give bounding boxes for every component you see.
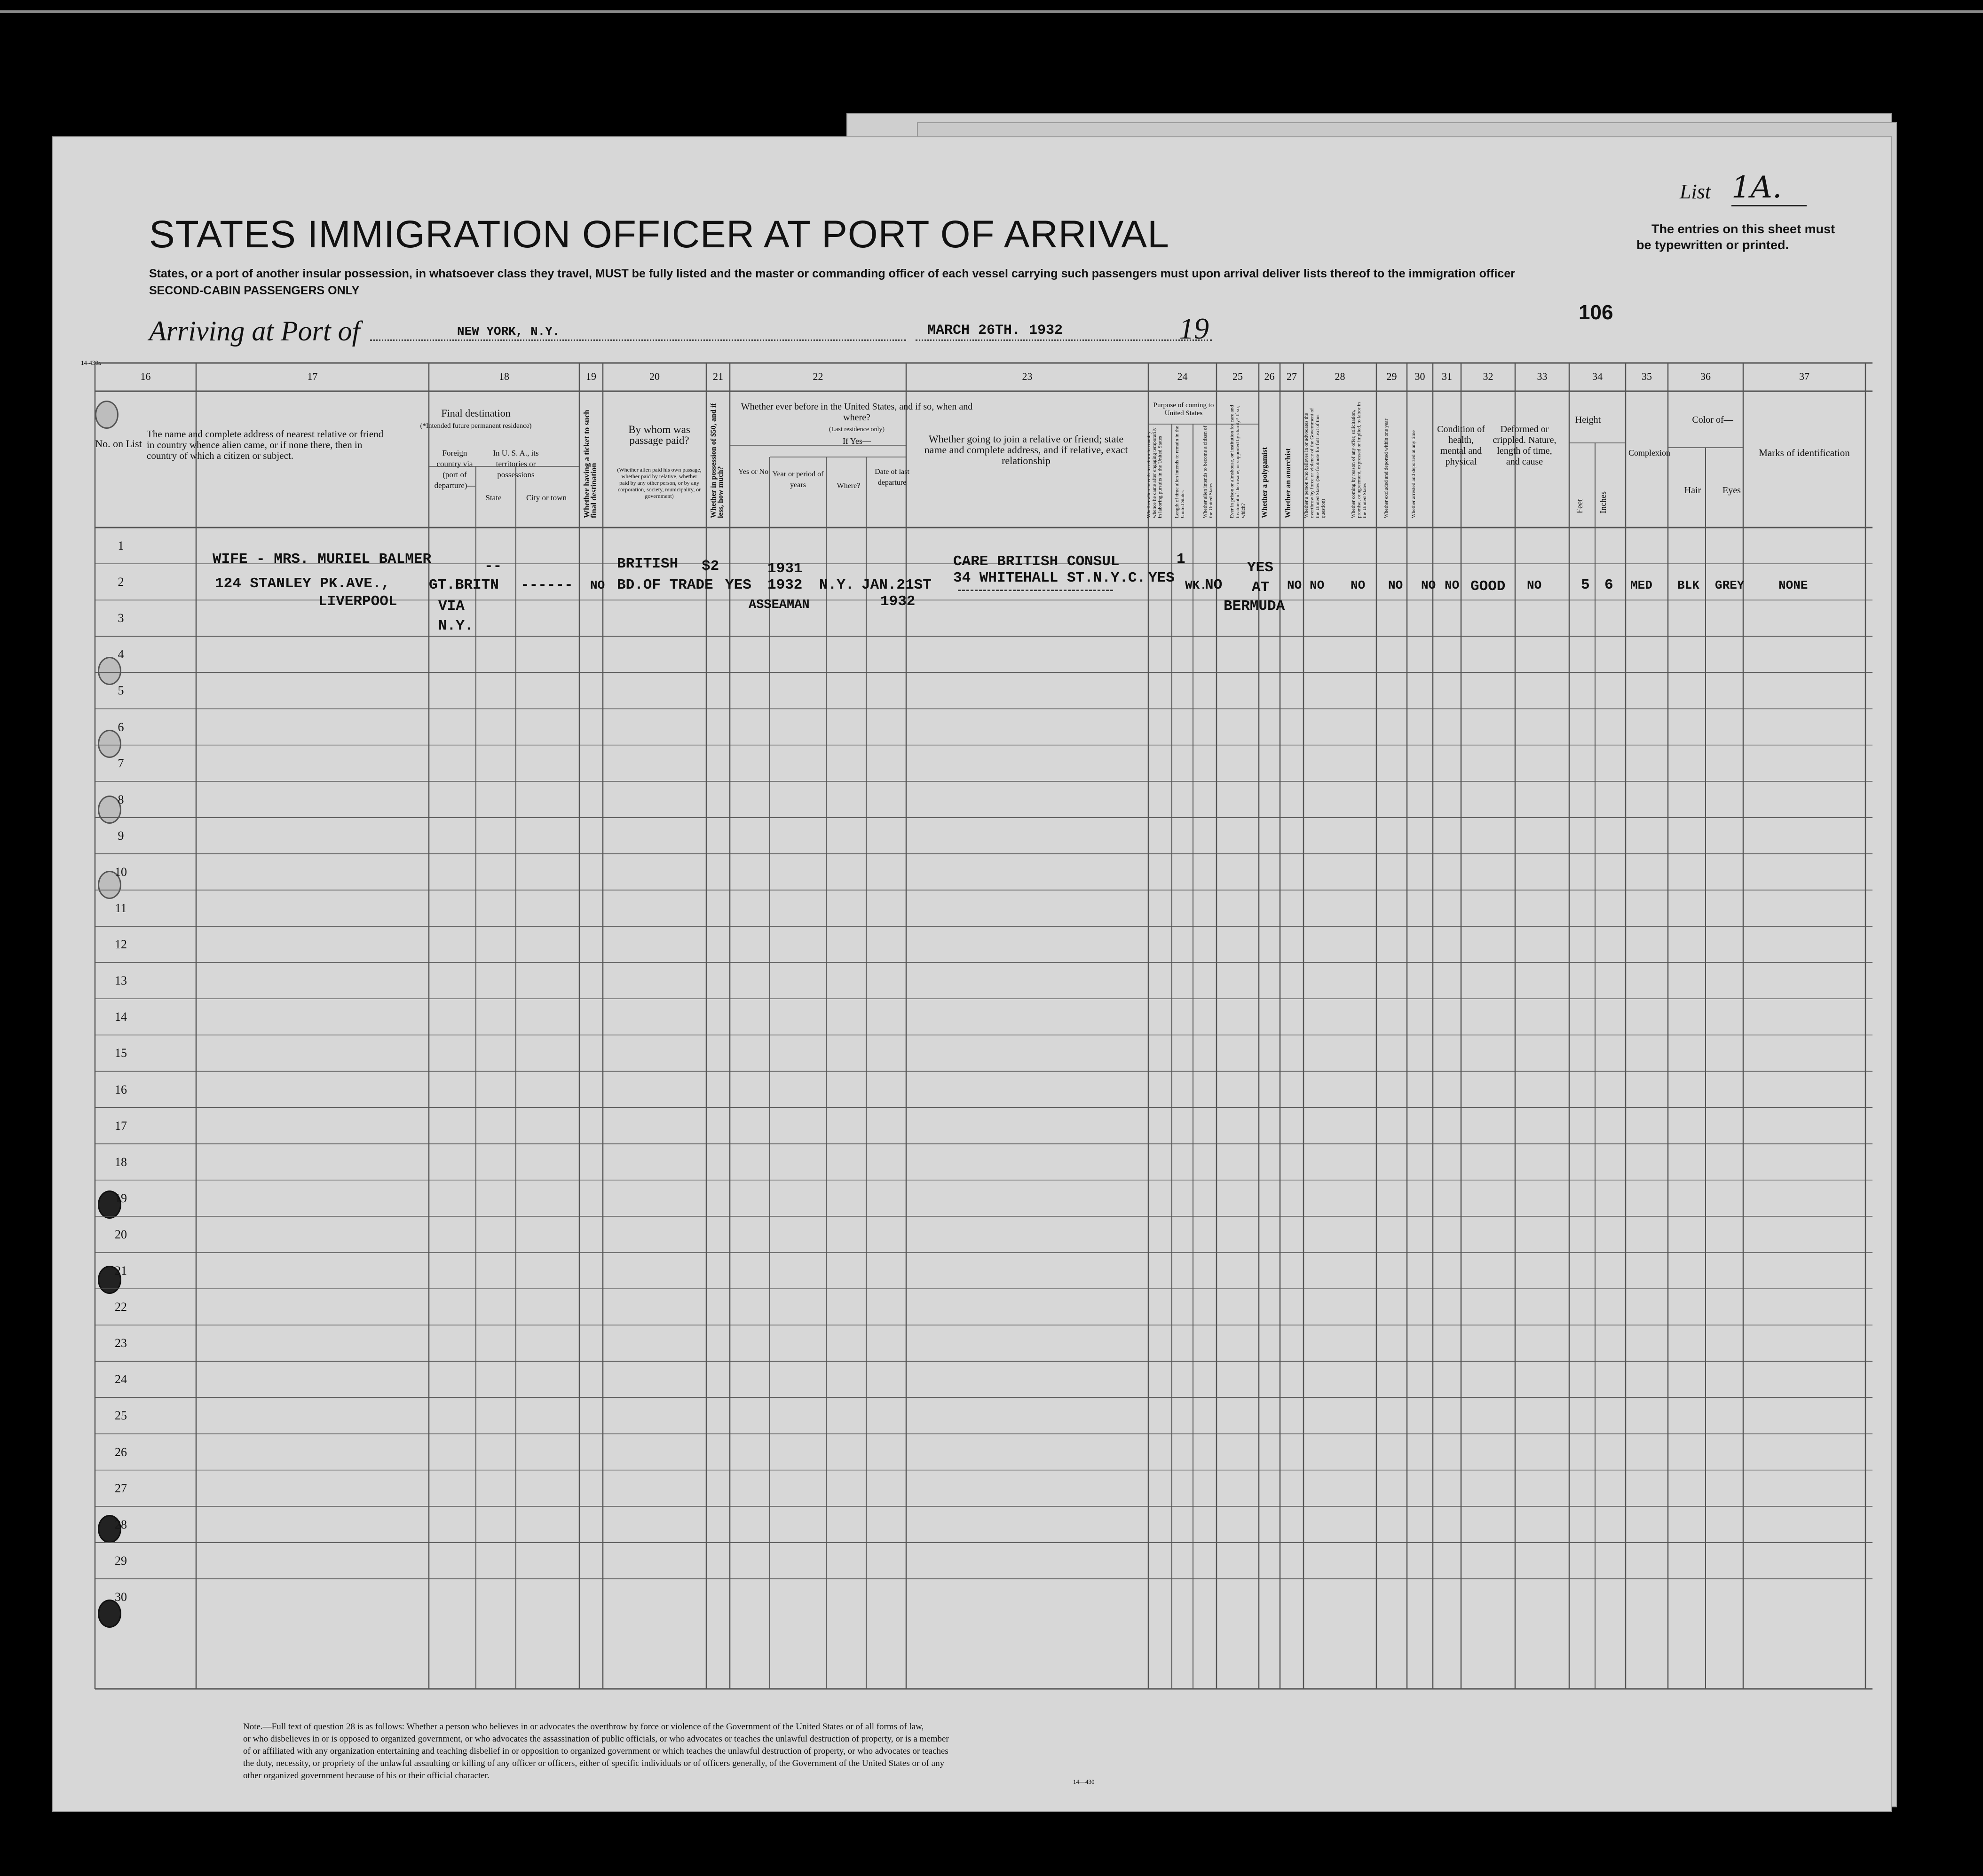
header-hair: Hair	[1684, 485, 1701, 496]
footnote-form-number: 14—430	[1073, 1778, 1095, 1785]
prison-line2: AT	[1252, 579, 1270, 596]
header-length-of-stay: Length of time alien intends to remain in the United States	[1174, 426, 1185, 518]
row-number: 25	[115, 1409, 127, 1423]
complexion-value: MED	[1630, 578, 1652, 592]
header-final-destination-sub: (*Intended future permanent residence)	[420, 422, 532, 430]
arrested-value: NO	[1445, 578, 1460, 592]
header-foreign-country: Foreign country via (port of departure)—	[434, 449, 475, 490]
prison-line1: YES	[1247, 560, 1273, 576]
header-health: Condition of health, mental and physical	[1437, 424, 1485, 467]
header-excluded: Whether excluded and deported within one year	[1383, 418, 1389, 518]
header-eyes: Eyes	[1722, 485, 1741, 496]
row-number: 1	[118, 539, 124, 552]
header-citizen: Whether alien intends to become a citizen of the United States	[1202, 426, 1214, 518]
row-number: 3	[118, 611, 124, 625]
instruction-line1: The entries on this sheet must	[1651, 222, 1835, 236]
header-final-destination: Final destination	[441, 407, 511, 419]
state-value: --	[484, 558, 502, 575]
footnote-line1: Note.—Full text of question 28 is as follows: Whether a person who believes in or advocates the overthrow by force or violence of the Government of the United States or of all forms of law,	[243, 1722, 924, 1732]
header-city: City or town	[526, 493, 567, 502]
header-arrested: Whether arrested and deported at any time	[1411, 430, 1416, 518]
years-line1: 1931	[767, 560, 803, 577]
row-number: 28	[115, 1517, 127, 1531]
column-number: 18	[499, 370, 509, 382]
last-departure-line1: JAN.21ST	[861, 577, 932, 593]
header-inches: Inches	[1598, 491, 1608, 513]
row-number: 5	[118, 684, 124, 698]
join-line2: 34 WHITEHALL ST.N.Y.C.	[953, 570, 1146, 586]
row-number: 21	[115, 1264, 127, 1277]
relative-line2: 124 STANLEY PK.AVE.,	[215, 575, 390, 592]
column-number: 25	[1232, 370, 1243, 382]
header-yes-no: Yes or No	[738, 468, 769, 476]
header-before-sub: (Last residence only)	[829, 426, 885, 433]
row-number: 8	[118, 792, 124, 806]
column-number: 33	[1537, 370, 1548, 382]
header-state: State	[485, 493, 502, 502]
footnote-line2: or who disbelieves in or is opposed to organized government, or who advocates the assassination of public officials, or who advocates or teaches the unlawful destruction of property, or is a member	[243, 1734, 949, 1744]
port-value: NEW YORK, N.Y.	[457, 324, 560, 339]
column-number: 21	[713, 370, 723, 382]
header-deformed: Deformed or crippled. Nature, length of time, and cause	[1493, 424, 1556, 467]
column-number: 32	[1483, 370, 1493, 382]
header-money: Whether in possession of $50, and if less, how much?	[710, 403, 725, 518]
column-number: 37	[1799, 370, 1809, 382]
row-number: 2	[118, 575, 124, 589]
row-number: 10	[115, 865, 127, 879]
foreign-country-line2: VIA	[438, 598, 465, 615]
anarchist-value: NO	[1310, 578, 1325, 592]
row-number: 16	[115, 1082, 127, 1096]
row-number: 15	[115, 1046, 127, 1060]
passage-line1: BRITISH	[617, 556, 679, 572]
column-number: 29	[1386, 370, 1397, 382]
arriving-label: Arriving at Port of	[149, 315, 360, 347]
header-relative: The name and complete address of nearest relative or friend in country whence alien came, or if none there, then in country of which a citizen or subject.	[147, 428, 384, 461]
last-departure-line2: 1932	[880, 593, 916, 610]
row-number: 13	[115, 974, 127, 988]
foreign-country-line1: GT.BRITN	[429, 577, 499, 593]
column-number: 17	[307, 370, 318, 382]
header-passage-sub: (Whether alien paid his own passage, whether paid by relative, whether paid by any other person, or by any corporation, society, municipality, or government)	[617, 466, 702, 499]
row-number: 14	[115, 1010, 127, 1024]
header-no-on-list: No. on List	[95, 438, 142, 449]
column-number: 19	[586, 370, 596, 382]
footnote-line4: the duty, necessity, or propriety of the unlawful assaulting or killing of any officer or officers, either of specific individuals or of officers generally, of the Government of the United States or of any	[243, 1758, 945, 1768]
header-purpose: Purpose of coming to United States	[1153, 402, 1214, 417]
row-number: 6	[118, 720, 124, 734]
header-prison: Ever in prison or almshouse, or institution for care and treatment of the insane, or supported by charity? If so, which?	[1229, 405, 1246, 518]
before-yes-value: YES	[725, 577, 751, 593]
header-in-usa: In U. S. A., its territories or possessions	[493, 449, 539, 479]
manifest-sheet	[52, 136, 1892, 1812]
scan-top-edge	[0, 10, 1983, 13]
hair-value: BLK	[1677, 578, 1699, 592]
city-value: ------	[521, 577, 573, 593]
page-title: STATES IMMIGRATION OFFICER AT PORT OF ARRIVAL	[149, 213, 1169, 256]
health-value: GOOD	[1470, 578, 1506, 595]
prison-line3: BERMUDA	[1224, 598, 1285, 615]
header-if-yes: If Yes—	[842, 436, 871, 446]
marks-value: NONE	[1778, 578, 1808, 592]
column-number: 23	[1022, 370, 1033, 382]
length-line2: WK.	[1185, 578, 1207, 592]
header-color-of: Color of—	[1692, 415, 1733, 425]
row-number: 27	[115, 1481, 127, 1495]
foreign-country-line3: N.Y.	[438, 618, 474, 634]
passage-line2: BD.OF TRADE	[617, 577, 713, 593]
year-prefix: 19	[1179, 312, 1209, 345]
column-number: 20	[649, 370, 660, 382]
as-seaman: ASSEAMAN	[749, 598, 810, 612]
instruction-line2: be typewritten or printed.	[1636, 238, 1789, 252]
polygamist-value: NO	[1287, 578, 1302, 592]
page-number: 106	[1579, 301, 1613, 324]
years-line2: 1932	[767, 577, 803, 593]
row-number: 22	[115, 1300, 127, 1314]
list-label: List	[1680, 180, 1711, 203]
ticket-value: NO	[590, 578, 605, 592]
column-number: 34	[1592, 370, 1603, 382]
class-line: SECOND-CABIN PASSENGERS ONLY	[149, 284, 360, 297]
header-going-to-join: Whether going to join a relative or friend; state name and complete address, and if relative, exact relationship	[924, 433, 1128, 466]
relative-line3: LIVERPOOL	[318, 593, 397, 610]
offer-value: NO	[1388, 578, 1403, 592]
money-value: $2	[702, 558, 719, 575]
row-number: 12	[115, 938, 127, 952]
header-where: Where?	[837, 482, 861, 490]
row-number: 18	[115, 1155, 127, 1169]
header-overthrow: Whether a person who believes in or advocates the overthrow by force or violence of the Government of the United States (See footnote for full text of this question)	[1304, 408, 1326, 518]
excluded-value: NO	[1421, 578, 1436, 592]
header-passage: By whom was passage paid?	[628, 424, 690, 446]
eyes-value: GREY	[1715, 578, 1745, 592]
subtitle: States, or a port of another insular possession, in whatsoever class they travel, MUST be fully listed and the master or commanding officer of each vessel carrying such passengers must upon arrival deliver lists thereof to the immigration officer	[149, 267, 1515, 280]
where-value: N.Y.	[819, 577, 854, 593]
row-number: 30	[115, 1590, 127, 1604]
header-anarchist: Whether an anarchist	[1284, 448, 1292, 518]
row-number: 23	[115, 1336, 127, 1350]
row-number: 26	[115, 1445, 127, 1459]
footnote-line5: other organized government because of his or their official character.	[243, 1771, 490, 1781]
row-number: 9	[118, 828, 124, 843]
footnote-line3: of or affiliated with any organization entertaining and teaching disbelief in or opposition to organized government or which teaches the unlawful destruction of property, or who advocates or teaches	[243, 1746, 948, 1756]
row-number: 24	[115, 1372, 127, 1387]
form-number: 14-430a	[81, 359, 101, 366]
column-number: 35	[1642, 370, 1652, 382]
column-number: 30	[1414, 370, 1425, 382]
return-value: YES	[1148, 570, 1175, 586]
column-number: 27	[1287, 370, 1297, 382]
relative-line1: WIFE - MRS. MURIEL BALMER	[213, 551, 432, 568]
header-feet: Feet	[1575, 499, 1584, 513]
column-number: 31	[1442, 370, 1452, 382]
column-number: 28	[1335, 370, 1345, 382]
column-number: 24	[1177, 370, 1188, 382]
column-number: 26	[1264, 370, 1275, 382]
header-offer: Whether coming by reason of any offer, solicitation, promise, or agreement, expressed or implied, to labor in the United States	[1351, 402, 1367, 518]
row-number: 11	[115, 901, 127, 915]
row-number: 17	[115, 1119, 127, 1133]
header-year-period: Year or period of years	[772, 470, 824, 489]
citizen-value: NO	[1205, 577, 1223, 593]
feet-value: 5	[1581, 577, 1590, 593]
row-number: 29	[115, 1553, 127, 1568]
length-line1: 1	[1177, 551, 1185, 568]
overthrow-value: NO	[1351, 578, 1366, 592]
column-number: 16	[140, 370, 151, 382]
header-marks: Marks of identification	[1759, 447, 1850, 458]
header-before-in-us: Whether ever before in the United States, and if so, when and where?	[741, 402, 973, 423]
row-number: 4	[118, 647, 124, 662]
header-last-departure: Date of last departure	[875, 468, 909, 487]
column-number: 36	[1700, 370, 1711, 382]
column-number: 22	[813, 370, 823, 382]
header-complexion: Complexion	[1628, 448, 1670, 457]
join-line1: CARE BRITISH CONSUL	[953, 553, 1120, 570]
row-number: 19	[115, 1191, 127, 1205]
date-value: MARCH 26TH. 1932	[927, 323, 1063, 339]
row-number: 20	[115, 1227, 127, 1241]
deformed-value: NO	[1527, 578, 1542, 592]
header-polygamist: Whether a polygamist	[1261, 447, 1269, 518]
header-return: Whether alien intends to return to country whence he came after engaging temporarily in laboring pursuits in the United States	[1146, 427, 1163, 518]
header-ticket: Whether having a ticket to such final destination	[582, 410, 598, 518]
join-underline	[958, 590, 1113, 591]
inches-value: 6	[1604, 577, 1613, 593]
table-grid	[53, 137, 1891, 1811]
list-number: 1A.	[1731, 170, 1807, 206]
row-number: 7	[118, 756, 124, 770]
header-height: Height	[1575, 415, 1601, 425]
